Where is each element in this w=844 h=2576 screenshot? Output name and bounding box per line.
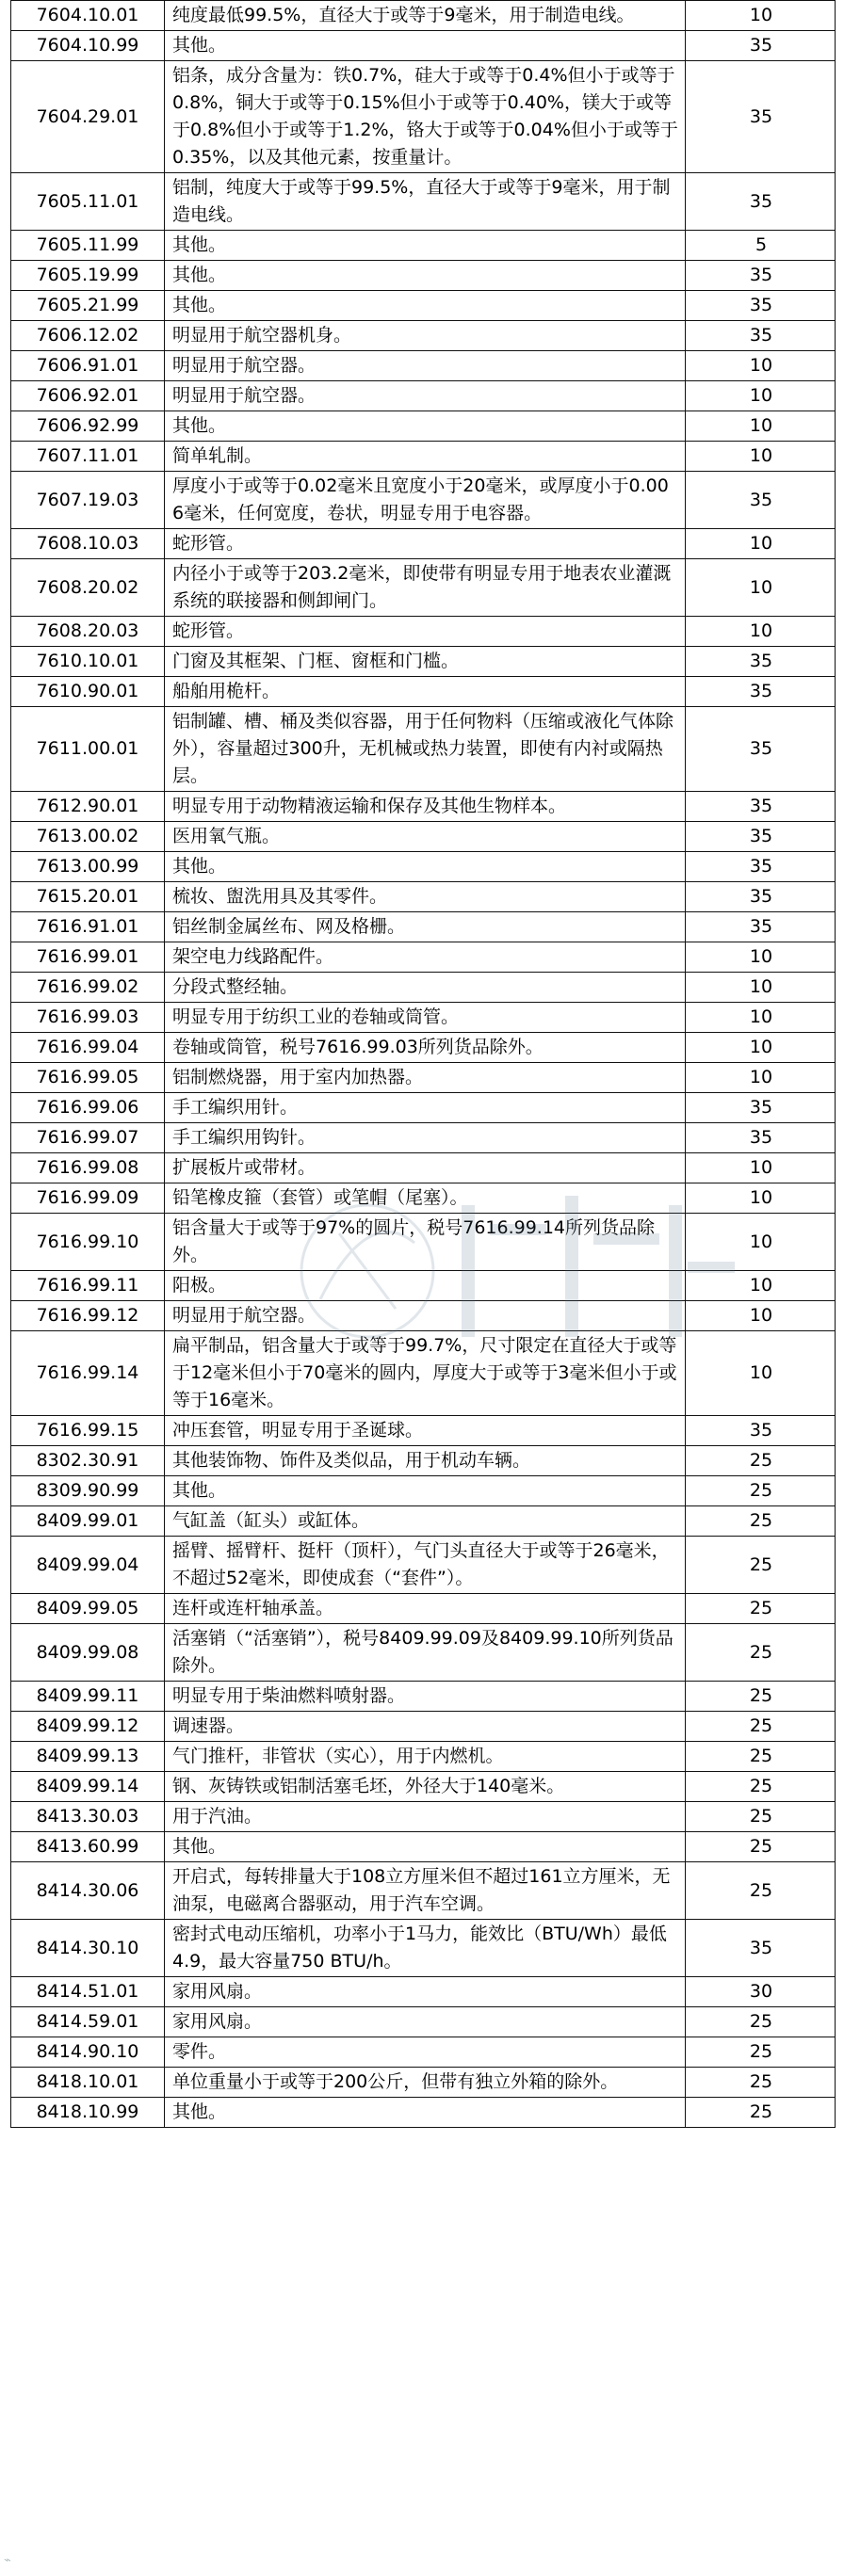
rate-cell: 35 [686,173,836,231]
table-row [11,411,836,442]
table-row [11,792,836,822]
rate-cell: 35 [686,912,836,942]
rate-cell: 10 [686,973,836,1003]
table-row [11,1712,836,1742]
description-cell: 分段式整经轴。 [165,973,686,1003]
table-row [11,1506,836,1537]
rate-cell: 25 [686,2007,836,2037]
tariff-code-cell: 7616.99.05 [11,1063,165,1093]
tariff-table-body [11,1,836,2128]
table-row [11,61,836,173]
description-cell: 密封式电动压缩机，功率小于1马力，能效比（BTU/Wh）最低4.9，最大容量750 BTU/h。 [165,1920,686,1977]
table-row [11,173,836,231]
rate-cell: 35 [686,1920,836,1977]
tariff-code-cell: 8414.51.01 [11,1977,165,2007]
description-cell: 明显用于航空器。 [165,351,686,381]
rate-cell: 10 [686,1214,836,1271]
tariff-code-cell: 7604.10.01 [11,1,165,31]
description-cell: 手工编织用钩针。 [165,1123,686,1153]
rate-cell: 35 [686,472,836,529]
description-cell: 蛇形管。 [165,529,686,559]
tariff-code-cell: 7607.11.01 [11,442,165,472]
rate-cell: 10 [686,1033,836,1063]
tariff-code-cell: 7616.99.14 [11,1331,165,1416]
tariff-table [10,0,836,2128]
tariff-code-cell: 7615.20.01 [11,882,165,912]
rate-cell: 10 [686,1271,836,1301]
rate-cell: 10 [686,1183,836,1214]
tariff-code-cell: 7611.00.01 [11,707,165,792]
tariff-code-cell: 7616.99.08 [11,1153,165,1183]
description-cell: 明显专用于柴油燃料喷射器。 [165,1682,686,1712]
table-row [11,381,836,411]
tariff-code-cell: 7616.99.02 [11,973,165,1003]
description-cell: 调速器。 [165,1712,686,1742]
description-cell: 铝制罐、槽、桶及类似容器，用于任何物料（压缩或液化气体除外），容量超过300升，无机械或热力装置，即使有内衬或隔热层。 [165,707,686,792]
table-row [11,1063,836,1093]
table-row [11,1214,836,1271]
tariff-code-cell: 8309.90.99 [11,1476,165,1506]
description-cell: 梳妆、盥洗用具及其零件。 [165,882,686,912]
rate-cell: 10 [686,1063,836,1093]
description-cell: 明显用于航空器机身。 [165,321,686,351]
tariff-code-cell: 8418.10.99 [11,2098,165,2128]
table-row [11,1682,836,1712]
tariff-code-cell: 7606.12.02 [11,321,165,351]
rate-cell: 35 [686,707,836,792]
rate-cell: 35 [686,677,836,707]
description-cell: 铝含量大于或等于97%的圆片，税号7616.99.14所列货品除外。 [165,1214,686,1271]
table-row [11,942,836,973]
tariff-code-cell: 7613.00.02 [11,822,165,852]
rate-cell: 35 [686,822,836,852]
table-row [11,529,836,559]
tariff-code-cell: 8409.99.04 [11,1537,165,1594]
rate-cell: 25 [686,1742,836,1772]
table-row [11,1920,836,1977]
table-row [11,1,836,31]
tariff-code-cell: 8414.90.10 [11,2037,165,2068]
tariff-code-cell: 7605.11.01 [11,173,165,231]
table-row [11,442,836,472]
description-cell: 蛇形管。 [165,617,686,647]
description-cell: 其他。 [165,1476,686,1506]
tariff-code-cell: 8414.30.10 [11,1920,165,1977]
tariff-code-cell: 7604.10.99 [11,31,165,61]
description-cell: 阳极。 [165,1271,686,1301]
description-cell: 家用风扇。 [165,2007,686,2037]
rate-cell: 10 [686,1331,836,1416]
tariff-code-cell: 8413.30.03 [11,1802,165,1832]
table-row [11,973,836,1003]
description-cell: 活塞销（“活塞销”），税号8409.99.09及8409.99.10所列货品除外。 [165,1624,686,1682]
table-row [11,321,836,351]
table-row [11,1476,836,1506]
table-row [11,1271,836,1301]
rate-cell: 35 [686,61,836,173]
description-cell: 其他。 [165,411,686,442]
table-row [11,2007,836,2037]
description-cell: 单位重量小于或等于200公斤，但带有独立外箱的除外。 [165,2068,686,2098]
tariff-code-cell: 8409.99.01 [11,1506,165,1537]
tariff-code-cell: 7608.20.02 [11,559,165,617]
rate-cell: 25 [686,1476,836,1506]
description-cell: 扁平制品，铝含量大于或等于99.7%，尺寸限定在直径大于或等于12毫米但小于70毫米的圆内，厚度大于或等于3毫米但小于或等于16毫米。 [165,1331,686,1416]
table-row [11,1742,836,1772]
tariff-code-cell: 8418.10.01 [11,2068,165,2098]
table-row [11,1416,836,1446]
tariff-code-cell: 7616.99.12 [11,1301,165,1331]
tariff-code-cell: 7616.99.15 [11,1416,165,1446]
table-row [11,1862,836,1920]
description-cell: 铝丝制金属丝布、网及格栅。 [165,912,686,942]
tariff-code-cell: 8413.60.99 [11,1832,165,1862]
tariff-code-cell: 7606.91.01 [11,351,165,381]
table-row [11,31,836,61]
tariff-code-cell: 8409.99.13 [11,1742,165,1772]
description-cell: 架空电力线路配件。 [165,942,686,973]
description-cell: 明显用于航空器。 [165,381,686,411]
tariff-code-cell: 8414.30.06 [11,1862,165,1920]
description-cell: 其他。 [165,31,686,61]
description-cell: 摇臂、摇臂杆、挺杆（顶杆），气门头直径大于或等于26毫米，不超过52毫米，即使成套（“套件”）。 [165,1537,686,1594]
table-row [11,231,836,261]
tariff-code-cell: 8409.99.11 [11,1682,165,1712]
rate-cell: 25 [686,1802,836,1832]
table-row [11,707,836,792]
rate-cell: 10 [686,559,836,617]
rate-cell: 5 [686,231,836,261]
rate-cell: 25 [686,1594,836,1624]
tariff-code-cell: 7604.29.01 [11,61,165,173]
rate-cell: 25 [686,2068,836,2098]
table-row [11,912,836,942]
tariff-code-cell: 8409.99.12 [11,1712,165,1742]
description-cell: 气门推杆，非管状（实心），用于内燃机。 [165,1742,686,1772]
description-cell: 其他。 [165,1832,686,1862]
tariff-code-cell: 7608.10.03 [11,529,165,559]
description-cell: 其他。 [165,231,686,261]
table-row [11,1446,836,1476]
rate-cell: 25 [686,1862,836,1920]
rate-cell: 10 [686,411,836,442]
table-row [11,1033,836,1063]
tariff-code-cell: 7616.91.01 [11,912,165,942]
table-row [11,472,836,529]
rate-cell: 10 [686,351,836,381]
rate-cell: 35 [686,291,836,321]
rate-cell: 25 [686,2037,836,2068]
description-cell: 简单轧制。 [165,442,686,472]
tariff-code-cell: 7616.99.06 [11,1093,165,1123]
description-cell: 内径小于或等于203.2毫米，即使带有明显专用于地表农业灌溉系统的联接器和侧卸闸门。 [165,559,686,617]
table-row [11,617,836,647]
table-row [11,1183,836,1214]
tariff-code-cell: 7605.21.99 [11,291,165,321]
rate-cell: 10 [686,1153,836,1183]
description-cell: 明显专用于纺织工业的卷轴或筒管。 [165,1003,686,1033]
table-row [11,1003,836,1033]
table-row [11,291,836,321]
tariff-code-cell: 7606.92.01 [11,381,165,411]
tariff-code-cell: 7616.99.03 [11,1003,165,1033]
rate-cell: 35 [686,261,836,291]
rate-cell: 25 [686,1624,836,1682]
tariff-code-cell: 7612.90.01 [11,792,165,822]
description-cell: 扩展板片或带材。 [165,1153,686,1183]
rate-cell: 35 [686,321,836,351]
rate-cell: 10 [686,1301,836,1331]
rate-cell: 25 [686,1832,836,1862]
tariff-code-cell: 7610.10.01 [11,647,165,677]
rate-cell: 10 [686,381,836,411]
table-row [11,647,836,677]
description-cell: 医用氧气瓶。 [165,822,686,852]
rate-cell: 10 [686,942,836,973]
description-cell: 手工编织用针。 [165,1093,686,1123]
description-cell: 门窗及其框架、门框、窗框和门槛。 [165,647,686,677]
description-cell: 用于汽油。 [165,1802,686,1832]
table-row [11,261,836,291]
table-row [11,1832,836,1862]
rate-cell: 30 [686,1977,836,2007]
tariff-code-cell: 7606.92.99 [11,411,165,442]
rate-cell: 10 [686,1003,836,1033]
rate-cell: 35 [686,852,836,882]
description-cell: 冲压套管，明显专用于圣诞球。 [165,1416,686,1446]
rate-cell: 25 [686,1537,836,1594]
tariff-code-cell: 7605.11.99 [11,231,165,261]
table-row [11,351,836,381]
description-cell: 船舶用桅杆。 [165,677,686,707]
table-row [11,1802,836,1832]
table-row [11,2068,836,2098]
rate-cell: 35 [686,1123,836,1153]
tariff-code-cell: 7613.00.99 [11,852,165,882]
rate-cell: 35 [686,1416,836,1446]
description-cell: 钢、灰铸铁或铝制活塞毛坯，外径大于140毫米。 [165,1772,686,1802]
description-cell: 开启式，每转排量大于108立方厘米但不超过161立方厘米，无油泵，电磁离合器驱动，用于汽车空调。 [165,1862,686,1920]
table-row [11,1594,836,1624]
rate-cell: 10 [686,617,836,647]
tariff-code-cell: 7616.99.07 [11,1123,165,1153]
description-cell: 纯度最低99.5%，直径大于或等于9毫米，用于制造电线。 [165,1,686,31]
tariff-table-page [10,0,835,2128]
rate-cell: 10 [686,1,836,31]
description-cell: 其他。 [165,261,686,291]
description-cell: 其他。 [165,852,686,882]
description-cell: 连杆或连杆轴承盖。 [165,1594,686,1624]
rate-cell: 25 [686,2098,836,2128]
description-cell: 明显用于航空器。 [165,1301,686,1331]
rate-cell: 35 [686,882,836,912]
description-cell: 铝制，纯度大于或等于99.5%，直径大于或等于9毫米，用于制造电线。 [165,173,686,231]
description-cell: 铝制燃烧器，用于室内加热器。 [165,1063,686,1093]
table-row [11,1624,836,1682]
table-row [11,1093,836,1123]
rate-cell: 10 [686,442,836,472]
tariff-code-cell: 8409.99.08 [11,1624,165,1682]
table-row [11,559,836,617]
tariff-code-cell: 7616.99.01 [11,942,165,973]
rate-cell: 25 [686,1712,836,1742]
tariff-code-cell: 8302.30.91 [11,1446,165,1476]
table-row [11,1331,836,1416]
description-cell: 其他装饰物、饰件及类似品，用于机动车辆。 [165,1446,686,1476]
tariff-code-cell: 7616.99.09 [11,1183,165,1214]
table-row [11,677,836,707]
rate-cell: 35 [686,1093,836,1123]
rate-cell: 25 [686,1772,836,1802]
description-cell: 家用风扇。 [165,1977,686,2007]
description-cell: 其他。 [165,2098,686,2128]
tariff-code-cell: 7607.19.03 [11,472,165,529]
rate-cell: 35 [686,792,836,822]
table-row [11,822,836,852]
tariff-code-cell: 8409.99.14 [11,1772,165,1802]
tariff-code-cell: 7605.19.99 [11,261,165,291]
description-cell: 铝条，成分含量为：铁0.7%，硅大于或等于0.4%但小于或等于0.8%，铜大于或等于0.15%但小于或等于0.40%，镁大于或等于0.8%但小于或等于1.2%，铬大于或等于0.04%但小于或等于0.35%，以及其他元素，按重量计。 [165,61,686,173]
tariff-code-cell: 7610.90.01 [11,677,165,707]
description-cell: 明显专用于动物精液运输和保存及其他生物样本。 [165,792,686,822]
description-cell: 厚度小于或等于0.02毫米且宽度小于20毫米，或厚度小于0.006毫米，任何宽度，卷状，明显专用于电容器。 [165,472,686,529]
table-row [11,1537,836,1594]
table-row [11,1977,836,2007]
rate-cell: 10 [686,529,836,559]
rate-cell: 25 [686,1682,836,1712]
description-cell: 卷轴或筒管，税号7616.99.03所列货品除外。 [165,1033,686,1063]
table-row [11,882,836,912]
tariff-code-cell: 7616.99.10 [11,1214,165,1271]
tariff-code-cell: 7616.99.11 [11,1271,165,1301]
table-row [11,1301,836,1331]
table-row [11,2098,836,2128]
table-row [11,1153,836,1183]
tariff-code-cell: 7608.20.03 [11,617,165,647]
table-row [11,852,836,882]
tariff-code-cell: 7616.99.04 [11,1033,165,1063]
description-cell: 零件。 [165,2037,686,2068]
rate-cell: 35 [686,31,836,61]
rate-cell: 25 [686,1446,836,1476]
description-cell: 铅笔橡皮箍（套管）或笔帽（尾塞）。 [165,1183,686,1214]
tariff-code-cell: 8414.59.01 [11,2007,165,2037]
table-row [11,1772,836,1802]
description-cell: 气缸盖（缸头）或缸体。 [165,1506,686,1537]
tariff-code-cell: 8409.99.05 [11,1594,165,1624]
table-row [11,2037,836,2068]
rate-cell: 25 [686,1506,836,1537]
corner-watermark-mark: ⌁ [4,2553,11,2568]
rate-cell: 35 [686,647,836,677]
description-cell: 其他。 [165,291,686,321]
table-row [11,1123,836,1153]
